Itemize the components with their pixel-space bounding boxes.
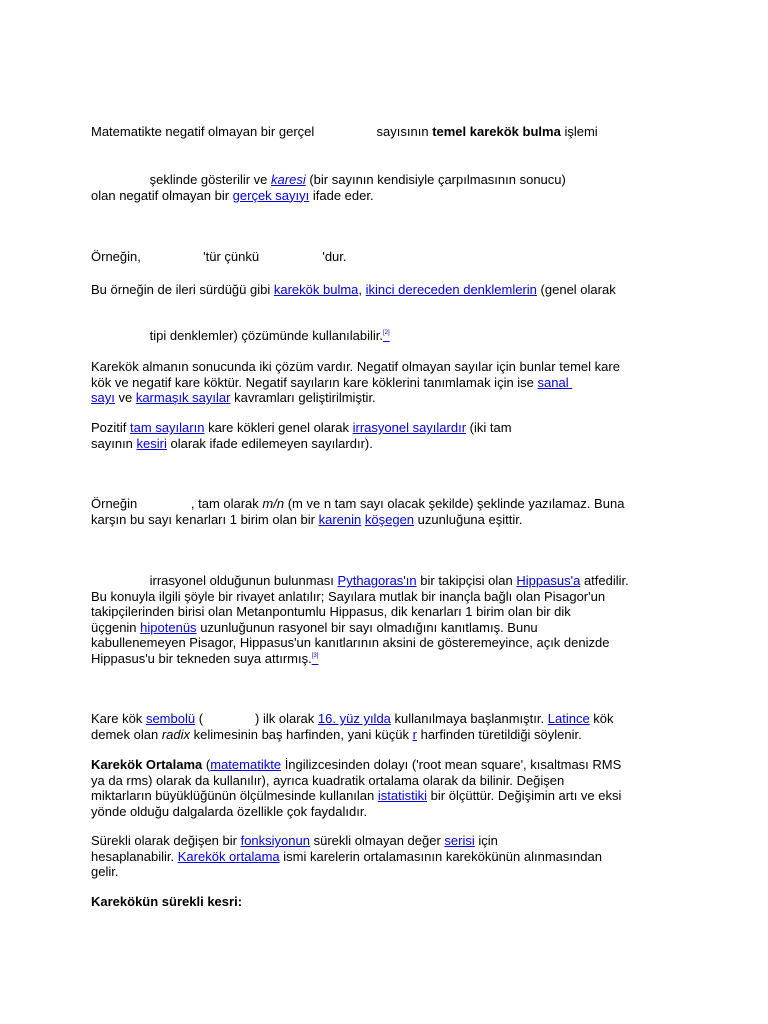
- text: ya da rms) olarak da kullanılır), ayrıca kuadratik ortalama olarak da bilinir. Değişen: [91, 772, 565, 788]
- paragraph-definition: [91, 172, 681, 203]
- link-16-yuz-yilda[interactable]: 16. yüz yılda: [317, 711, 391, 726]
- text: (genel olarak: [540, 282, 616, 297]
- text: için: [478, 833, 498, 848]
- paragraph-two-solutions: [91, 359, 681, 406]
- heading-text: Karekökün sürekli kesri:: [91, 894, 243, 909]
- paragraph-example: [91, 249, 681, 265]
- link-kosegen[interactable]: köşegen: [364, 511, 415, 527]
- text: kavramları geliştirilmiştir.: [234, 390, 376, 405]
- link-latince[interactable]: Latince: [547, 711, 590, 726]
- text: Pozitif: [91, 420, 127, 435]
- link-pythagoras[interactable]: Pythagoras'ın: [337, 573, 417, 588]
- link-serisi[interactable]: serisi: [444, 833, 475, 848]
- link-karmasik-sayilar[interactable]: karmaşık sayılar: [135, 390, 231, 405]
- text: (m ve n tam sayı olacak şekilde) şeklinde yazılamaz. Buna: [287, 496, 625, 511]
- text: kullanılmaya başlanmıştır.: [394, 711, 545, 726]
- text: Bu konuyla ilgili şöyle bir rivayet anlatılır; Sayılara mutlak bir inançla bağlı olan Pisagor'un: [91, 588, 606, 604]
- text: yönde olduğu dalgalarda özellikle çok faydalıdır.: [91, 803, 368, 819]
- link-karekok-ortalama[interactable]: Karekök ortalama: [177, 848, 280, 864]
- text: sayının: [91, 435, 133, 451]
- text: Örneğin: [91, 496, 138, 511]
- text: Kare kök: [91, 711, 143, 726]
- text: sayısının: [376, 124, 429, 139]
- text: kelimesinin baş harfinden, yani küçük: [193, 726, 409, 742]
- link-istatistiki[interactable]: istatistiki: [377, 788, 428, 803]
- text: ) ilk olarak: [255, 711, 315, 726]
- link-karesi[interactable]: karesi: [271, 172, 306, 187]
- text: (iki tam: [469, 420, 512, 435]
- text: harfinden türetildiği söylenir.: [420, 726, 582, 742]
- link-sanal-sayi-2[interactable]: sayı: [91, 390, 115, 405]
- text: (: [198, 711, 204, 726]
- italic-term: radix: [161, 726, 191, 742]
- link-hippasus[interactable]: Hippasus'a: [516, 573, 581, 588]
- text: , tam olarak: [190, 496, 259, 511]
- text: kabullenemeyen Pisagor, Hippasus'un kanıtlarının aksini de gösteremeyince, açık denizde: [91, 635, 610, 650]
- italic-term: m/n: [262, 496, 285, 511]
- reference-link[interactable]: [3]: [311, 652, 319, 659]
- text: 'tür çünkü: [203, 249, 260, 264]
- text: hesaplanabilir.: [91, 848, 175, 864]
- text: uzunluğunun rasyonel bir sayı olmadığını kanıtlamış. Bunu: [200, 619, 538, 635]
- text: Hippasus'u bir tekneden suya attırmış.: [91, 650, 312, 666]
- link-ikinci-dereceden[interactable]: ikinci dereceden denklemlerin: [365, 282, 537, 297]
- link-karekok-bulma[interactable]: karekök bulma: [273, 282, 359, 297]
- text: tipi denklemler) çözümünde kullanılabilir.: [149, 328, 384, 343]
- link-irrasyonel-sayilardir[interactable]: irrasyonel sayılardır: [352, 420, 467, 435]
- bold-term: Karekök Ortalama: [91, 757, 203, 772]
- link-gercek-sayiyi[interactable]: gerçek sayıyı: [232, 187, 310, 203]
- link-karenin[interactable]: karenin: [318, 511, 362, 527]
- link-tam-sayilarin[interactable]: tam sayıların: [130, 420, 205, 435]
- paragraph-usage-cont: [91, 328, 681, 344]
- text: uzunluğuna eşittir.: [417, 511, 523, 527]
- text: şeklinde gösterilir ve: [149, 172, 268, 187]
- text: İngilizcesinden dolayı ('root mean square', kısaltması RMS: [284, 757, 622, 772]
- text: (: [205, 757, 211, 772]
- paragraph-usage: [91, 282, 681, 298]
- text: olarak ifade edilemeyen sayılardır).: [170, 435, 373, 451]
- text: 'dur.: [322, 249, 347, 264]
- text: atfedilir.: [583, 573, 629, 588]
- paragraph-symbol: [91, 711, 681, 742]
- link-kesiri[interactable]: kesiri: [136, 435, 167, 451]
- bold-term: temel karekök bulma: [432, 124, 561, 139]
- text: üçgenin: [91, 619, 137, 635]
- paragraph-hippasus: [91, 573, 681, 666]
- link-fonksiyonun[interactable]: fonksiyonun: [240, 833, 310, 848]
- text: ,: [358, 282, 363, 297]
- text: bir takipçisi olan: [420, 573, 513, 588]
- paragraph-continuous: [91, 833, 681, 880]
- text: Örneğin,: [91, 249, 141, 264]
- text: miktarların büyüklüğünün ölçülmesinde kullanılan: [91, 788, 375, 803]
- text: ismi karelerin ortalamasının karekökünün alınmasından: [283, 848, 602, 864]
- text: demek olan: [91, 726, 159, 742]
- text: ve: [118, 390, 133, 405]
- link-matematikte[interactable]: matematikte: [210, 757, 282, 772]
- text: Matematikte negatif olmayan bir gerçel: [91, 124, 315, 139]
- text: sürekli olmayan değer: [313, 833, 441, 848]
- text: (bir sayının kendisiyle çarpılmasının sonucu): [309, 172, 566, 187]
- section-heading: [91, 894, 681, 910]
- text: kök: [593, 711, 614, 726]
- text: işlemi: [564, 124, 598, 139]
- paragraph-irrational: [91, 420, 681, 451]
- text: karşın bu sayı kenarları 1 birim olan bir: [91, 511, 315, 527]
- text: gelir.: [91, 864, 119, 879]
- text: Sürekli olarak değişen bir: [91, 833, 237, 848]
- text: irrasyonel olduğunun bulunması: [149, 573, 334, 588]
- text: olan negatif olmayan bir: [91, 187, 230, 203]
- text: kök ve negatif kare köktür. Negatif sayıların kare köklerini tanımlamak için ise: [91, 374, 534, 390]
- text: ifade eder.: [312, 187, 374, 203]
- paragraph-rms: [91, 757, 681, 819]
- text: Karekök almanın sonucunda iki çözüm vardır. Negatif olmayan sayılar için bunlar temel kare: [91, 359, 620, 374]
- paragraph-intro: [91, 124, 681, 140]
- link-r[interactable]: r: [412, 726, 417, 742]
- reference-link[interactable]: [2]: [383, 330, 390, 336]
- link-sanal-sayi[interactable]: sanal: [537, 374, 569, 390]
- text: takipçilerinden birisi olan Metanpontumlu Hippasus, dik kenarları 1 birim olan bir dik: [91, 604, 571, 619]
- text: Bu örneğin de ileri sürdüğü gibi: [91, 282, 271, 297]
- paragraph-example-sqrt2: [91, 496, 681, 527]
- text: kare kökleri genel olarak: [208, 420, 349, 435]
- link-hipotenus[interactable]: hipotenüs: [140, 619, 197, 635]
- text: bir ölçüttür. Değişimin artı ve eksi: [430, 788, 622, 803]
- link-sembolu[interactable]: sembolü: [145, 711, 196, 726]
